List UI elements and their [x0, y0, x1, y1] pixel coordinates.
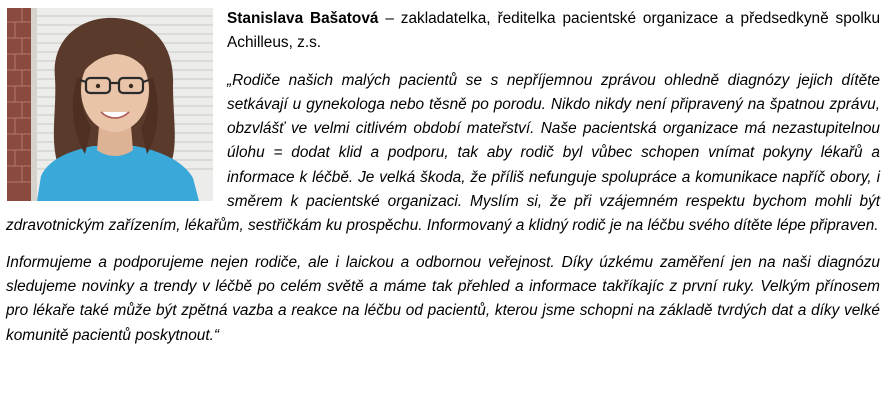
quote-paragraph-2: Informujeme a podporujeme nejen rodiče, ale i laickou a odbornou veřejnost. Díky úzkému zaměření jen na naši diagnózu sledujeme novinky a trendy v léčbě po celém světě a máme tak přehled a informace takříkajíc z první ruky. Velkým přínosem pro lékaře také může být zpětná vazba a reakce na léčbu od pacientů, kterou jsme schopni na základě tvrdých dat a díky velké komunitě pacientů poskytnout.“	[6, 253, 880, 344]
portrait-wrap-space	[6, 7, 227, 199]
author-name: Stanislava Bašatová	[227, 10, 379, 27]
article-body	[6, 7, 880, 348]
author-role: – zakladatelka, ředitelka pacientské organizace a předsedkyně spolku Achilleus, z.s.	[227, 10, 880, 52]
quote-paragraph-1: „Rodiče našich malých pacientů se s nepříjemnou zprávou ohledně diagnózy jejich dítěte setkávají u gynekologa nebo těsně po porodu. Nikdo nikdy není připravený na špatnou zprávu, obzvlášť ve velmi citlivém období mateřství. Naše pacientská organizace má nezastupitelnou úlohu = dodat klid a podporu, tak aby rodič byl vůbec schopen vnímat pokyny lékařů a informace k léčbě. Je velká škoda, že příliš nefunguje spolupráce a komunikace napříč obory, i směrem k pacientské organizaci. Myslím si, že při vzájemném respektu bychom mohli být zdravotnickým zařízením, lékařům, sestřičkám ku prospěchu. Informovaný a klidný rodič je na léčbu svého dítěte lépe připraven.	[6, 71, 880, 235]
